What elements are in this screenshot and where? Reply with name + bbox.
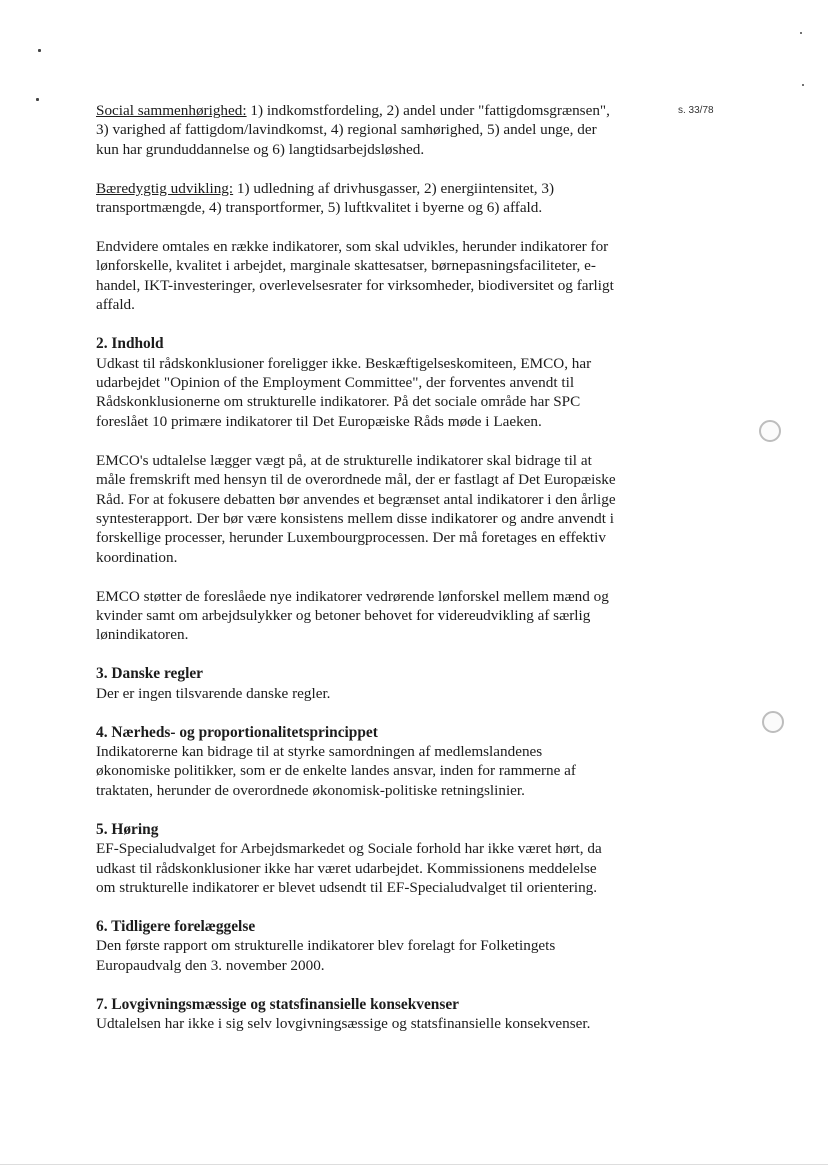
sustainability-paragraph — [96, 179, 616, 218]
horing-body: EF-Specialudvalget for Arbejdsmarkedet og Sociale forhold har ikke været hørt, da udkast til rådskonklusioner ikke har været udarbejdet. Kommissionens meddelelse om strukturelle indikatorer er blevet udsendt til EF-Specialudvalget til orientering. — [96, 840, 602, 896]
punch-hole — [762, 711, 784, 733]
scan-speck — [800, 32, 802, 34]
document-body — [96, 101, 616, 1053]
social-label: Social sammenhørighed: — [96, 102, 247, 119]
indhold-paragraph-1: Udkast til rådskonklusioner foreligger ikke. Beskæftigelseskomiteen, EMCO, har udarbejdet "Opinion of the Employment Committee", der forventes anvendt til Rådskonklusionerne om strukturelle indikatorer. På det sociale område har SPC foreslået 10 primære indikatorer til Det Europæiske Råds møde i Laeken. — [96, 354, 592, 430]
tidligere-body: Den første rapport om strukturelle indikatorer blev forelagt for Folketingets Europaudvalg den 3. november 2000. — [96, 937, 556, 974]
page-bottom-edge — [0, 1164, 828, 1165]
lovgivning-body: Udtalelsen har ikke i sig selv lovgivningsæssige og statsfinansielle konsekvenser. — [96, 1015, 591, 1033]
section-heading-horing: 5. Høring — [96, 820, 159, 838]
indhold-paragraph-2: EMCO's udtalelse lægger vægt på, at de strukturelle indikatorer skal bidrage til at måle fremskrift med hensyn til de overordnede mål, der er fastlagt af Det Europæiske Råd. For at fokusere debatten bør anvendes et begrænset antal indikatorer i den årlige syntesterapport. Der bør være konsistens mellem disse indikatorer og andre anvendt i forskellige processer, herunder Luxembourgprocessen. Der må foretages en effektiv koordination. — [96, 451, 616, 566]
section-heading-danske-regler: 3. Danske regler — [96, 665, 204, 683]
scan-speck — [38, 49, 41, 52]
section-heading-lovgivning: 7. Lovgivningsmæssige og statsfinansielle konsekvenser — [96, 995, 459, 1013]
scan-speck — [36, 98, 39, 101]
punch-hole — [759, 420, 781, 442]
section-heading-tidligere: 6. Tidligere forelæggelse — [96, 917, 256, 935]
sustainability-text: 1) udledning af drivhusgasser, 2) energiintensitet, 3) transportmængde, 4) transportformer, 5) luftkvalitet i byerne og 6) affald. — [96, 179, 555, 217]
social-paragraph — [96, 101, 616, 159]
naerhed-body: Indikatorerne kan bidrage til at styrke samordningen af medlemslandenes økonomiske politikker, som er de enkelte landes ansvar, inden for rammerne af traktaten, herunder de overordnede økonomisk-politiske retningslinier. — [96, 743, 576, 799]
indhold-paragraph-3: EMCO støtter de foreslåede nye indikatorer vedrørende lønforskel mellem mænd og kvinder samt om arbejdsulykker og betoner behovet for videreudvikling af særlig lønindikatoren. — [96, 587, 609, 644]
page-number: s. 33/78 — [678, 105, 714, 116]
social-text: 1) indkomstfordeling, 2) andel under "fattigdomsgrænsen", 3) varighed af fattigdom/lavindkomst, 4) regional samhørighed, 5) andel unge, der kun har grunduddannelse og 6) langtidsarbejdsløshed. — [96, 102, 610, 158]
sustainability-label: Bæredygtig udvikling: — [96, 179, 234, 197]
danske-regler-body: Der er ingen tilsvarende danske regler. — [96, 684, 331, 702]
section-heading-naerhed: 4. Nærheds- og proportionalitetsprincippet — [96, 723, 378, 741]
scan-speck — [802, 84, 804, 86]
section-heading-indhold: 2. Indhold — [96, 335, 164, 353]
further-indicators-paragraph: Endvidere omtales en række indikatorer, som skal udvikles, herunder indikatorer for lønforskelle, kvalitet i arbejdet, marginale skattesatser, børnepasningsfaciliteter, e-handel, IKT-investeringer, overlevelsesrater for virksomheder, biodiversitet og farligt affald. — [96, 238, 614, 314]
